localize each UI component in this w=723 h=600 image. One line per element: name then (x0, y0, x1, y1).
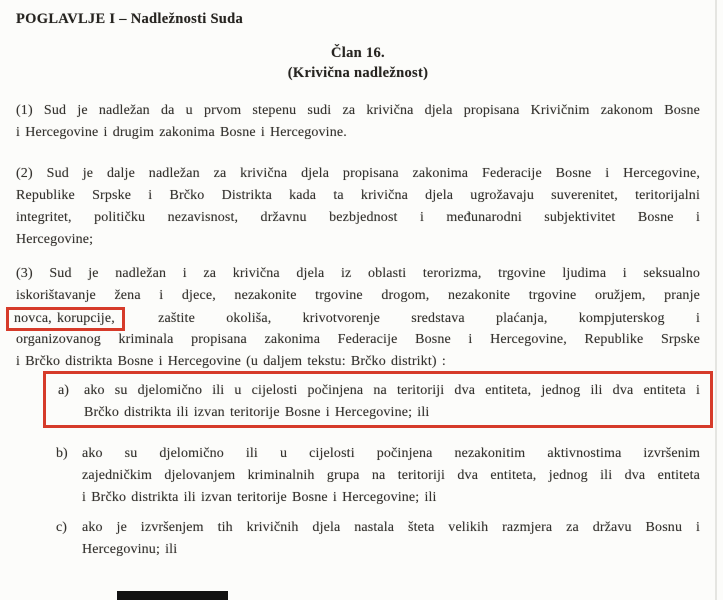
text-line: zajedničkim djelovanjem kriminalnih grupa na teritoriji dva entiteta, jednog ili dva entiteta (82, 468, 700, 483)
paragraph-3 (16, 263, 700, 373)
article-title: Član 16. (331, 45, 385, 61)
text-line: Hercegovine; (16, 232, 94, 247)
paragraph-1 (16, 100, 700, 144)
text-line: integritet, političku nezavisnost, državnu bezbjednost i međunarodni subjektivitet Bosne i (16, 210, 700, 225)
redaction-bar (117, 591, 228, 600)
text-line: i Brčko distrikta ili izvan teritorije Bosne i Hercegovine; ili (82, 490, 437, 505)
text-line: i Brčko distrikta Bosne i Hercegovine (u daljem tekstu: Brčko distrikt) : (16, 354, 446, 369)
list-item-label: a) (58, 383, 69, 398)
article-subtitle: (Krivična nadležnost) (287, 65, 429, 81)
text-line: ako su djelomično ili u cijelosti počinjena nezakonitim aktivnostima izvršenim (82, 446, 700, 461)
text-line: iskorištavanje žena i djece, nezakonite trgovine drogom, nezakonite trgovine oružjem, pranje (16, 288, 700, 303)
scan-edge-artifact (715, 0, 717, 600)
list-item-text (82, 517, 700, 561)
text-line: organizovanog kriminala propisana zakonima Federacije Bosne i Hercegovine, Republike Srpske (16, 332, 700, 347)
text-line: ako su djelomično ili u cijelosti počinjena na teritoriji dva entiteta, jednog ili dva entiteta i (84, 383, 700, 398)
list-item-a (84, 380, 700, 424)
list-item-c (16, 517, 700, 561)
text-line: (2) Sud je dalje nadležan za krivična djela propisana zakonima Federacije Bosne i Hercegovine, (16, 166, 700, 181)
highlight-box-novca-korupcije: novca, korupcije, (6, 307, 125, 331)
text-line: Brčko distrikta ili izvan teritorije Bosne i Hercegovine; ili (84, 405, 430, 420)
list-item-label: b) (56, 446, 68, 461)
text-line: Republike Srpske i Brčko Distrikta kada ta krivična djela ugrožavaju suverenitet, teritorijalni (16, 188, 700, 203)
list-item-b (16, 443, 700, 509)
text-segment: zaštite okoliša, krivotvorenje sredstava plaćanja, kompjuterskog i (158, 311, 700, 326)
text-line-with-highlight (16, 307, 700, 329)
text-line: (3) Sud je nadležan i za krivična djela iz oblasti terorizma, trgovine ljudima i seksualno (16, 266, 700, 281)
list-item-label: c) (56, 520, 67, 535)
text-line: i Hercegovine i drugim zakonima Bosne i Hercegovine. (16, 125, 347, 140)
chapter-heading: POGLAVLJE I – Nadležnosti Suda (16, 11, 244, 27)
text-line: ako je izvršenjem tih krivičnih djela nastala šteta velikih razmjera za državu Bosnu i (82, 520, 700, 535)
text-line: (1) Sud je nadležan da u prvom stepenu sudi za krivična djela propisana Krivičnim zakonom Bosne (16, 103, 700, 118)
list-item-text (82, 443, 700, 509)
paragraph-2 (16, 163, 700, 251)
highlight-box-item-a (43, 371, 713, 428)
text-line: Hercegovinu; ili (82, 542, 178, 557)
